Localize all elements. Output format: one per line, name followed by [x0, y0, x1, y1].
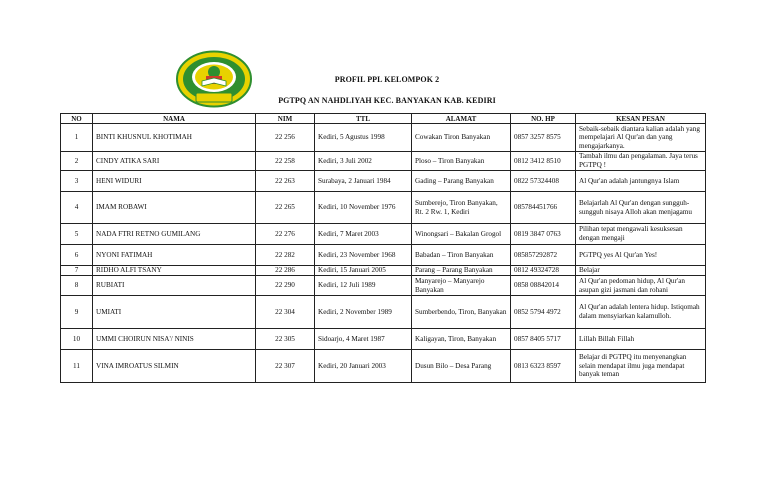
cell-no: 5: [61, 224, 93, 245]
cell-hp: 085857292872: [511, 245, 576, 266]
cell-alamat: Ploso – Tiron Banyakan: [412, 152, 511, 171]
cell-alamat: Gading – Parang Banyakan: [412, 171, 511, 192]
cell-hp: 0852 5794 4972: [511, 296, 576, 329]
cell-no: 10: [61, 329, 93, 350]
table-row: [61, 245, 706, 266]
cell-nama: BINTI KHUSNUL KHOTIMAH: [93, 124, 256, 152]
cell-kesan: Al Qur'an pedoman hidup, Al Qur'an asupan gizi jasmani dan rohani: [576, 276, 706, 296]
cell-kesan: Belajar di PGTPQ itu menyenangkan selain mendapat ilmu juga mendapat banyak teman: [576, 350, 706, 383]
cell-nama: NYONI FATIMAH: [93, 245, 256, 266]
cell-ttl: Kediri, 10 November 1976: [315, 192, 412, 224]
cell-hp: 0822 57324408: [511, 171, 576, 192]
cell-nim: 22 282: [256, 245, 315, 266]
cell-nama: RIDHO ALFI TSANY: [93, 266, 256, 276]
cell-nim: 22 304: [256, 296, 315, 329]
table-row: [61, 296, 706, 329]
cell-kesan: Belajarlah Al Qur'an dengan sungguh-sungguh nisaya Alloh akan menjagamu: [576, 192, 706, 224]
cell-nim: 22 286: [256, 266, 315, 276]
cell-hp: 0858 08842014: [511, 276, 576, 296]
cell-kesan: PGTPQ yes Al Qur'an Yes!: [576, 245, 706, 266]
cell-no: 9: [61, 296, 93, 329]
column-header-hp: NO. HP: [511, 114, 576, 124]
cell-nama: IMAM ROBAWI: [93, 192, 256, 224]
column-header-kesan: KESAN PESAN: [576, 114, 706, 124]
cell-ttl: Kediri, 2 November 1989: [315, 296, 412, 329]
cell-kesan: Sebaik-sebaik diantara kalian adalah yang mempelajari Al Qur'an dan yang mengajarkanya.: [576, 124, 706, 152]
cell-kesan: Tambah ilmu dan pengalaman. Jaya terus PGTPQ !: [576, 152, 706, 171]
column-header-nama: NAMA: [93, 114, 256, 124]
cell-no: 8: [61, 276, 93, 296]
cell-nama: NADA FTRI RETNO GUMILANG: [93, 224, 256, 245]
table-row: [61, 266, 706, 276]
cell-nim: 22 263: [256, 171, 315, 192]
cell-alamat: Kaligayan, Tiron, Banyakan: [412, 329, 511, 350]
cell-no: 4: [61, 192, 93, 224]
cell-alamat: Dusun Bilo – Desa Parang: [412, 350, 511, 383]
cell-ttl: Kediri, 15 Januari 2005: [315, 266, 412, 276]
cell-alamat: Sumberbendo, Tiron, Banyakan: [412, 296, 511, 329]
cell-hp: 085784451766: [511, 192, 576, 224]
table-row: [61, 152, 706, 171]
cell-nama: VINA IMROATUS SILMIN: [93, 350, 256, 383]
document-subtitle: PGTPQ AN NAHDLIYAH KEC. BANYAKAN KAB. KEDIRI: [278, 96, 496, 105]
cell-ttl: Kediri, 5 Agustus 1998: [315, 124, 412, 152]
cell-kesan: Belajar: [576, 266, 706, 276]
column-header-nim: NIM: [256, 114, 315, 124]
cell-hp: 0857 8405 5717: [511, 329, 576, 350]
cell-ttl: Kediri, 20 Januari 2003: [315, 350, 412, 383]
column-header-no: NO: [61, 114, 93, 124]
cell-no: 1: [61, 124, 93, 152]
cell-nim: 22 307: [256, 350, 315, 383]
cell-alamat: Winongsari – Bakalan Grogol: [412, 224, 511, 245]
table-row: [61, 329, 706, 350]
cell-nim: 22 256: [256, 124, 315, 152]
cell-ttl: Kediri, 12 Juli 1989: [315, 276, 412, 296]
cell-alamat: Babadan – Tiron Banyakan: [412, 245, 511, 266]
cell-alamat: Manyarejo – Manyarejo Banyakan: [412, 276, 511, 296]
cell-nim: 22 305: [256, 329, 315, 350]
cell-nama: CINDY ATIKA SARI: [93, 152, 256, 171]
cell-no: 11: [61, 350, 93, 383]
cell-alamat: Cowakan Tiron Banyakan: [412, 124, 511, 152]
cell-nama: RUBIATI: [93, 276, 256, 296]
cell-ttl: Kediri, 23 November 1968: [315, 245, 412, 266]
cell-no: 2: [61, 152, 93, 171]
cell-ttl: Kediri, 3 Juli 2002: [315, 152, 412, 171]
cell-ttl: Surabaya, 2 Januari 1984: [315, 171, 412, 192]
members-table: [60, 113, 706, 383]
cell-hp: 0813 6323 8597: [511, 350, 576, 383]
column-header-alamat: ALAMAT: [412, 114, 511, 124]
cell-nama: UMIATI: [93, 296, 256, 329]
cell-hp: 0812 3412 8510: [511, 152, 576, 171]
cell-ttl: Sidoarjo, 4 Maret 1987: [315, 329, 412, 350]
cell-nama: HENI WIDURI: [93, 171, 256, 192]
document-title: PROFIL PPL KELOMPOK 2: [334, 75, 440, 84]
table-row: [61, 192, 706, 224]
cell-kesan: Al Qur'an adalah lentera hidup. Istiqomah dalam mensyiarkan kalamulloh.: [576, 296, 706, 329]
column-header-ttl: TTL: [315, 114, 412, 124]
cell-nama: UMMI CHOIRUN NISA'/ NINIS: [93, 329, 256, 350]
cell-ttl: Kediri, 7 Maret 2003: [315, 224, 412, 245]
cell-nim: 22 290: [256, 276, 315, 296]
cell-kesan: Pilihan tepat mengawali kesuksesan dengan mengaji: [576, 224, 706, 245]
table-row: [61, 171, 706, 192]
cell-nim: 22 265: [256, 192, 315, 224]
cell-hp: 0819 3847 0763: [511, 224, 576, 245]
table-header-row: [61, 114, 706, 124]
cell-kesan: Lillah Billah Fillah: [576, 329, 706, 350]
table-row: [61, 224, 706, 245]
table-row: [61, 276, 706, 296]
cell-kesan: Al Qur'an adalah jantungnya Islam: [576, 171, 706, 192]
cell-alamat: Parang – Parang Banyakan: [412, 266, 511, 276]
cell-nim: 22 258: [256, 152, 315, 171]
logo-emblem-icon: [176, 50, 252, 108]
cell-no: 6: [61, 245, 93, 266]
cell-no: 3: [61, 171, 93, 192]
cell-nim: 22 276: [256, 224, 315, 245]
table-row: [61, 350, 706, 383]
cell-alamat: Sumberejo, Tiron Banyakan, Rt. 2 Rw. 1, Kediri: [412, 192, 511, 224]
cell-hp: 0812 49324728: [511, 266, 576, 276]
cell-no: 7: [61, 266, 93, 276]
cell-hp: 0857 3257 8575: [511, 124, 576, 152]
organization-logo: [176, 50, 252, 108]
table-row: [61, 124, 706, 152]
